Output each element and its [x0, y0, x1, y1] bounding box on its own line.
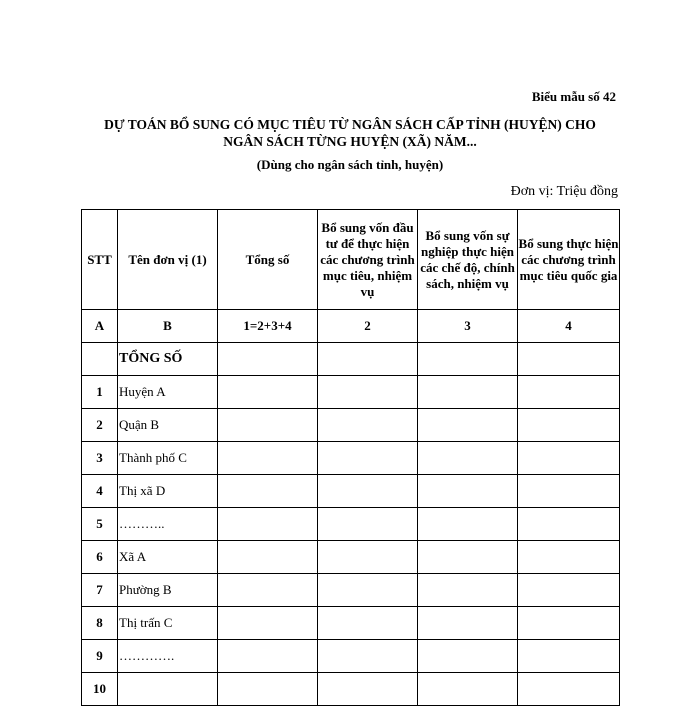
table-cell[interactable] [418, 343, 518, 376]
table-cell[interactable] [518, 607, 620, 640]
row-stt: 3 [82, 442, 118, 475]
row-stt: 10 [82, 673, 118, 706]
table-cell[interactable] [418, 442, 518, 475]
col-header-investment: Bổ sung vốn đầu tư để thực hiện các chương trình mục tiêu, nhiệm vụ [318, 210, 418, 310]
table-cell[interactable] [218, 475, 318, 508]
row-unit-name: Phường B [118, 574, 218, 607]
row-stt: 7 [82, 574, 118, 607]
table-cell[interactable] [518, 508, 620, 541]
table-cell[interactable] [518, 541, 620, 574]
row-unit-name: ……….. [118, 508, 218, 541]
table-cell[interactable] [418, 409, 518, 442]
unit-label: Đơn vị: Triệu đồng [510, 184, 618, 199]
row-unit-name: Xã A [118, 541, 218, 574]
table-cell[interactable] [318, 475, 418, 508]
column-code: 2 [318, 310, 418, 343]
table-cell[interactable] [418, 508, 518, 541]
column-code: 4 [518, 310, 620, 343]
table-cell[interactable] [218, 541, 318, 574]
table-cell[interactable] [518, 673, 620, 706]
row-unit-name: …………. [118, 640, 218, 673]
table-cell[interactable] [218, 376, 318, 409]
row-stt: 2 [82, 409, 118, 442]
table-cell[interactable] [518, 442, 620, 475]
table-cell[interactable] [318, 442, 418, 475]
table-cell[interactable] [318, 343, 418, 376]
table-cell[interactable] [318, 574, 418, 607]
row-unit-name: Thị xã D [118, 475, 218, 508]
table-cell[interactable] [418, 376, 518, 409]
table-cell[interactable] [418, 673, 518, 706]
table-cell[interactable] [518, 574, 620, 607]
table-row [82, 574, 620, 607]
table-cell[interactable] [418, 607, 518, 640]
row-stt: 8 [82, 607, 118, 640]
row-unit-name: Thành phố C [118, 442, 218, 475]
col-header-total: Tổng số [218, 210, 318, 310]
total-row [82, 343, 620, 376]
table-cell[interactable] [218, 673, 318, 706]
column-code: A [82, 310, 118, 343]
column-code-row [82, 310, 620, 343]
row-unit-name: Huyện A [118, 376, 218, 409]
table-cell[interactable] [518, 640, 620, 673]
table-cell[interactable] [318, 640, 418, 673]
total-stt-cell [82, 343, 118, 376]
table-cell[interactable] [418, 574, 518, 607]
row-stt: 1 [82, 376, 118, 409]
table-cell[interactable] [218, 508, 318, 541]
table-cell[interactable] [518, 409, 620, 442]
table-cell[interactable] [418, 475, 518, 508]
table-cell[interactable] [318, 541, 418, 574]
row-stt: 4 [82, 475, 118, 508]
table-cell[interactable] [418, 541, 518, 574]
col-header-unit-name: Tên đơn vị (1) [118, 210, 218, 310]
table-cell[interactable] [218, 640, 318, 673]
table-row [82, 475, 620, 508]
table-cell[interactable] [218, 442, 318, 475]
table-cell[interactable] [518, 343, 620, 376]
row-unit-name: Thị trấn C [118, 607, 218, 640]
table-cell[interactable] [418, 640, 518, 673]
document-title [82, 116, 618, 150]
table-row [82, 541, 620, 574]
budget-table [81, 209, 620, 706]
table-row [82, 640, 620, 673]
table-cell[interactable] [518, 376, 620, 409]
col-header-stt: STT [82, 210, 118, 310]
table-cell[interactable] [318, 376, 418, 409]
table-cell[interactable] [318, 673, 418, 706]
column-code: 3 [418, 310, 518, 343]
table-cell[interactable] [318, 409, 418, 442]
row-stt: 9 [82, 640, 118, 673]
column-code: B [118, 310, 218, 343]
table-cell[interactable] [518, 475, 620, 508]
row-unit-name [118, 673, 218, 706]
table-cell[interactable] [318, 508, 418, 541]
table-cell[interactable] [218, 409, 318, 442]
title-line-2: NGÂN SÁCH TỪNG HUYỆN (XÃ) NĂM... [223, 134, 477, 149]
column-code: 1=2+3+4 [218, 310, 318, 343]
title-line-1: DỰ TOÁN BỔ SUNG CÓ MỤC TIÊU TỪ NGÂN SÁCH CẤP TỈNH (HUYỆN) CHO [104, 117, 596, 132]
table-row [82, 508, 620, 541]
col-header-national-programs: Bổ sung thực hiện các chương trình mục tiêu quốc gia [518, 210, 620, 310]
col-header-career-funding: Bổ sung vốn sự nghiệp thực hiện các chế độ, chính sách, nhiệm vụ [418, 210, 518, 310]
row-unit-name: Quận B [118, 409, 218, 442]
table-row [82, 409, 620, 442]
document-subtitle: (Dùng cho ngân sách tỉnh, huyện) [256, 157, 444, 172]
table-cell[interactable] [318, 607, 418, 640]
table-cell[interactable] [218, 607, 318, 640]
total-label: TỔNG SỐ [118, 343, 218, 376]
row-stt: 5 [82, 508, 118, 541]
table-cell[interactable] [218, 343, 318, 376]
form-number: Biểu mẫu số 42 [531, 89, 616, 104]
row-stt: 6 [82, 541, 118, 574]
table-row [82, 442, 620, 475]
table-row [82, 376, 620, 409]
table-row [82, 673, 620, 706]
table-row [82, 607, 620, 640]
table-header-row [82, 210, 620, 310]
table-cell[interactable] [218, 574, 318, 607]
